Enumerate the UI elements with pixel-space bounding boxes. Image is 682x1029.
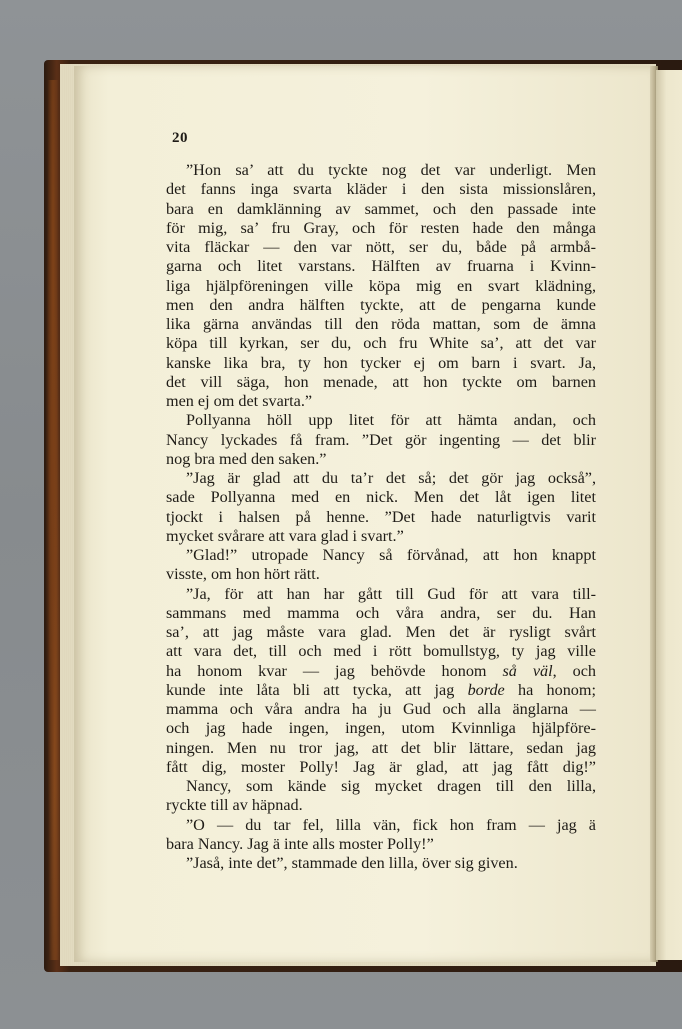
text-line: Nancy lyckades få fram. ”Det gör ingenting — det blir [166, 430, 596, 449]
text-line: ”Jag är glad att du ta’r det så; det gör jag också”, [186, 469, 596, 487]
text-line: och jag hade ingen, ingen, utom Kvinnliga hjälpföre- [166, 719, 596, 738]
text-line: att vara det, till och med i rött bomullstyg, ty jag ville [166, 642, 596, 661]
text-line: ”Glad!” utropade Nancy så förvånad, att hon knappt [186, 546, 596, 564]
text-line: tjockt i halsen på henne. ”Det hade naturligtvis varit [166, 507, 596, 526]
text-line: bara en damklänning av sammet, och den passade inte [166, 199, 596, 218]
text-line: ha honom kvar — jag behövde honom så väl, och [166, 661, 597, 680]
text-line: men ej om det svarta.” [166, 392, 313, 410]
text-line: mycket svårare att vara glad i svart.” [166, 526, 404, 545]
text-line: det vill säga, hon menade, att hon tyckte om barnen [166, 372, 596, 391]
text-line: sade Pollyanna med en nick. Men det låt igen litet [166, 488, 596, 507]
text-line: vita fläckar — den var nött, ser du, både på armbå- [166, 238, 596, 256]
text-line: det fanns inga svarta kläder i den sista missionslåren, [166, 180, 596, 199]
text-line: ryckte till av häpnad. [166, 796, 303, 815]
text-line: nog bra med den saken.” [166, 449, 327, 468]
text-line: liga hjälpföreningen ville köpa mig en svart klädning, [166, 276, 596, 295]
text-line: lika gärna användas till den röda mattan, som de ämna [166, 315, 596, 333]
cover-marbling [46, 80, 60, 960]
text-line: sammans med mamma och våra andra, ser du. Han [166, 603, 596, 622]
text-line: Pollyanna höll upp litet för att hämta andan, och [186, 411, 596, 430]
body-text [166, 161, 596, 873]
page-number: 20 [172, 130, 188, 146]
text-line: sa’, att jag måste vara glad. Men det är rysligt svårt [166, 623, 596, 641]
text-line: visste, om hon hört rätt. [166, 565, 320, 584]
text-line: ningen. Men nu tror jag, att det blir lättare, sedan jag [166, 738, 596, 757]
text-line: fått dig, moster Polly! Jag är glad, att jag fått dig!” [166, 757, 596, 776]
text-line: för mig, sa’ fru Gray, och för resten hade den många [166, 218, 596, 237]
text-line: kunde inte låta bli att tycka, att jag borde ha honom; [166, 680, 596, 699]
text-line: mamma och våra andra ha ju Gud och alla änglarna — [166, 700, 596, 718]
text-line: ”O — du tar fel, lilla vän, fick hon fram — jag ä [186, 815, 596, 834]
facing-page [656, 70, 682, 960]
text-line: men den andra hälften tyckte, att de pengarna kunde [166, 295, 596, 314]
text-line: kanske lika bra, ty hon tycker ej om barn i svart. Ja, [166, 353, 596, 372]
text-line: köpa till kyrkan, ser du, och fru White sa’, att det var [166, 334, 596, 353]
text-line: ”Ja, för att han har gått till Gud för att vara till- [186, 584, 596, 603]
text-line: garna och litet varstans. Hälften av fruarna i Kvinn- [166, 257, 596, 276]
text-line: ”Hon sa’ att du tyckte nog det var underligt. Men [186, 161, 596, 179]
text-line: bara Nancy. Jag ä inte alls moster Polly!” [166, 834, 434, 853]
text-line: Nancy, som kände sig mycket dragen till den lilla, [186, 777, 596, 795]
text-line: ”Jaså, inte det”, stammade den lilla, över sig given. [186, 854, 518, 872]
